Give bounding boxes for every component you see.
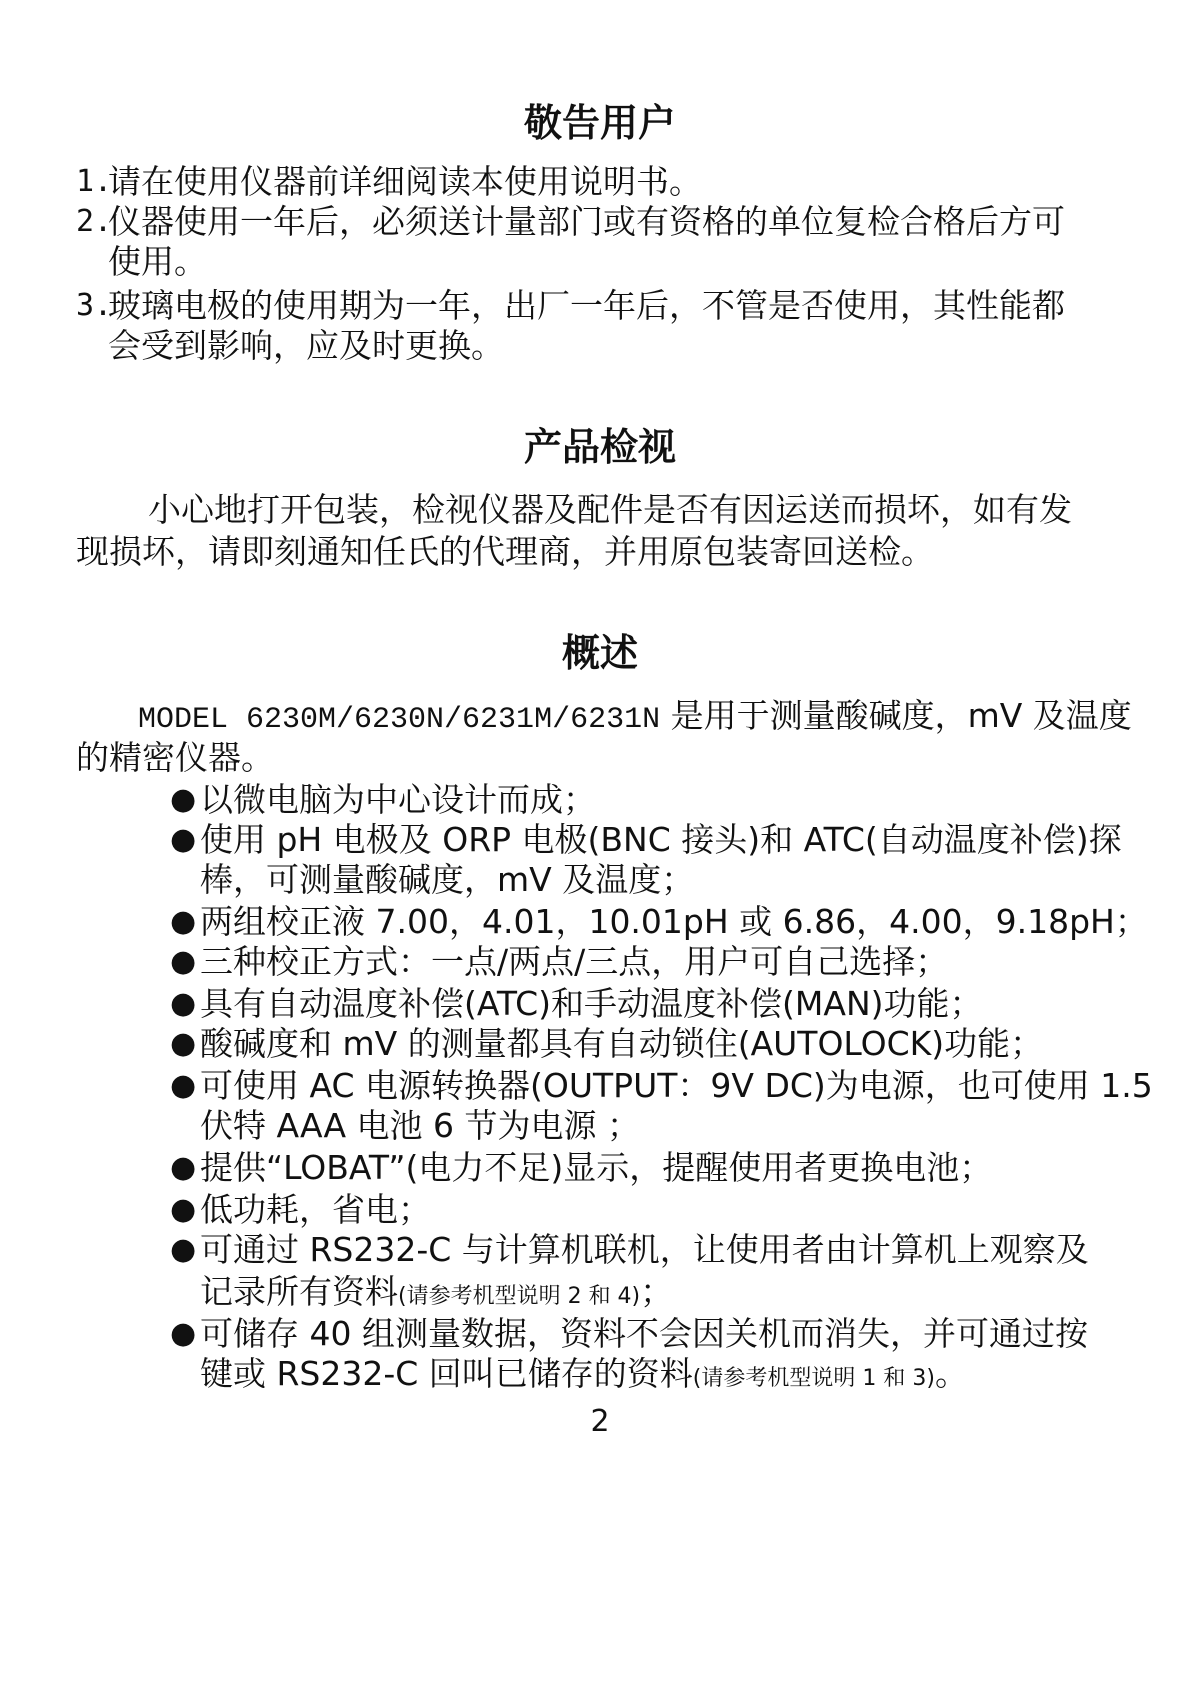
notice-item-3-line-1: 玻璃电极的使用期为一年，出厂一年后，不管是否使用，其性能都 (108, 286, 1065, 325)
section-title-notice: 敬告用户 (523, 101, 676, 145)
overview-intro-line-2: 的精密仪器。 (76, 738, 274, 777)
notice-item-3-line-2: 会受到影响，应及时更换。 (108, 326, 504, 365)
bullet-dot: ● (170, 822, 197, 857)
feature-11-line-1: 可储存 40 组测量数据，资料不会因关机而消失，并可通过按 (200, 1314, 1088, 1353)
bullet-dot: ● (170, 1150, 197, 1185)
bullet-dot: ● (170, 1068, 197, 1103)
bullet-dot: ● (170, 986, 197, 1021)
bullet-dot: ● (170, 782, 197, 817)
feature-9: 低功耗，省电； (200, 1190, 431, 1229)
feature-11-text: 键或 RS232-C 回叫已储存的资料 (200, 1354, 693, 1393)
item-number-2: 2. (76, 204, 113, 239)
feature-10-text: 记录所有资料 (200, 1272, 398, 1311)
section-title-inspection: 产品检视 (523, 425, 676, 469)
feature-1: 以微电脑为中心设计而成； (200, 780, 596, 819)
bullet-dot: ● (170, 1316, 197, 1351)
feature-5: 具有自动温度补偿(ATC)和手动温度补偿(MAN)功能； (200, 984, 983, 1023)
inspection-line-1: 小心地打开包装，检视仪器及配件是否有因运送而损坏，如有发 (148, 490, 1072, 529)
model-names: MODEL 6230M/6230N/6231M/6231N (138, 703, 661, 737)
feature-10-line-1: 可通过 RS232-C 与计算机联机，让使用者由计算机上观察及 (200, 1230, 1089, 1269)
feature-8: 提供“LOBAT”(电力不足)显示，提醒使用者更换电池； (200, 1148, 993, 1187)
notice-item-1: 请在使用仪器前详细阅读本使用说明书。 (108, 162, 702, 201)
feature-11-line-2 (200, 1352, 968, 1401)
feature-2-line-1: 使用 pH 电极及 ORP 电极(BNC 接头)和 ATC(自动温度补偿)探 (200, 820, 1122, 859)
item-number-1: 1. (76, 164, 113, 199)
feature-10-end: ； (640, 1272, 674, 1311)
section-title-overview: 概述 (561, 631, 638, 675)
feature-11-note: (请参考机型说明 1 和 3) (692, 1366, 935, 1391)
feature-6: 酸碱度和 mV 的测量都具有自动锁住(AUTOLOCK)功能； (200, 1024, 1044, 1063)
overview-intro-line-1 (138, 694, 1132, 742)
overview-intro-rest: 是用于测量酸碱度，mV 及温度 (660, 696, 1132, 735)
notice-item-2-line-1: 仪器使用一年后，必须送计量部门或有资格的单位复检合格后方可 (108, 202, 1065, 241)
feature-11-end: 。 (934, 1354, 968, 1393)
bullet-dot: ● (170, 944, 197, 979)
inspection-line-2: 现损坏，请即刻通知任氏的代理商，并用原包装寄回送检。 (76, 532, 934, 571)
feature-2-line-2: 棒，可测量酸碱度，mV 及温度； (200, 860, 695, 899)
feature-7-line-1: 可使用 AC 电源转换器(OUTPUT：9V DC)为电源，也可使用 1.5 (200, 1066, 1153, 1105)
notice-item-2-line-2: 使用。 (108, 242, 207, 281)
bullet-dot: ● (170, 1232, 197, 1267)
item-number-3: 3. (76, 288, 113, 323)
feature-10-note: (请参考机型说明 2 和 4) (398, 1284, 641, 1309)
feature-4: 三种校正方式：一点/两点/三点，用户可自己选择； (200, 942, 949, 981)
bullet-dot: ● (170, 1192, 197, 1227)
feature-7-line-2: 伏特 AAA 电池 6 节为电源 ； (200, 1106, 641, 1145)
page-number: 2 (590, 1404, 610, 1439)
bullet-dot: ● (170, 1026, 197, 1061)
bullet-dot: ● (170, 904, 197, 939)
feature-3: 两组校正液 7.00，4.01，10.01pH 或 6.86，4.00，9.18pH； (200, 902, 1148, 941)
